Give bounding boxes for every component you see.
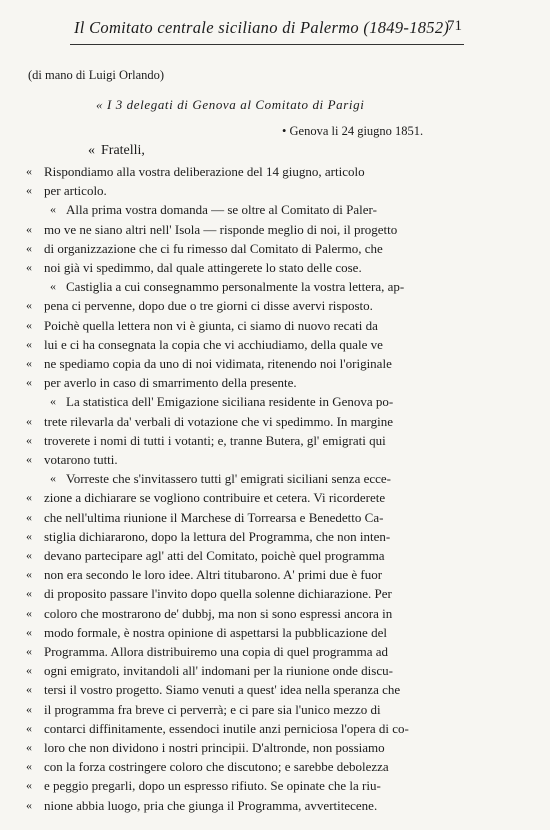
- line-text: Alla prima vostra domanda — se oltre al Comitato di Paler-: [66, 202, 377, 218]
- line-text: di organizzazione che ci fu rimesso dal Comitato di Palermo, che: [44, 240, 383, 256]
- line-text: trete rilevarla da' verbali di votazione che vi spedimmo. In margine: [44, 413, 394, 429]
- text-line: [0, 220, 550, 239]
- line-text: devano partecipare agl' atti del Comitato, poichè quel programma: [44, 548, 385, 563]
- line-text: tersi il vostro progetto. Siamo venuti a quest' idea nella speranza che: [44, 682, 401, 698]
- dateline: • Genova li 24 giugno 1851.: [282, 124, 424, 138]
- line-text: nione abbia luogo, pria che giunga il Programma, avvertitecene.: [44, 797, 378, 813]
- guillemet-mark: «: [26, 740, 32, 754]
- text-line: [0, 162, 550, 181]
- text-line: [0, 661, 550, 680]
- guillemet-mark: «: [26, 682, 32, 697]
- line-text: La statistica dell' Emigazione siciliana residente in Genova po-: [66, 394, 394, 410]
- running-header: [0, 14, 550, 48]
- guillemet-mark: «: [26, 663, 32, 678]
- text-line: [0, 757, 550, 776]
- guillemet-mark: «: [26, 528, 32, 543]
- guillemet-mark: «: [26, 164, 32, 178]
- text-line: [0, 200, 550, 219]
- line-text: Rispondiamo alla vostra deliberazione del 14 giugno, articolo: [44, 164, 365, 179]
- line-text: non era secondo le loro idee. Altri titubarono. A' primi due è fuor: [44, 567, 383, 583]
- guillemet-mark: «: [26, 720, 32, 735]
- guillemet-mark: «: [26, 624, 32, 639]
- guillemet-mark: «: [26, 336, 32, 351]
- text-line: [0, 488, 550, 507]
- text-line: [0, 450, 550, 469]
- guillemet-mark: «: [26, 548, 32, 562]
- guillemet-mark: «: [26, 759, 32, 774]
- line-text: pena ci pervenne, dopo due o tre giorni ci disse avervi risposto.: [44, 298, 373, 314]
- page-number: 71: [447, 18, 462, 34]
- text-line: [0, 354, 550, 373]
- guillemet-mark: «: [26, 490, 32, 505]
- line-text: di proposito passare l'invito dopo quella solenne dichiarazione. Per: [44, 586, 392, 602]
- letter-heading: « I 3 delegati di Genova al Comitato di Parigi: [96, 97, 365, 112]
- line-text: Vorreste che s'invitassero tutti gl' emigrati siciliani senza ecce-: [66, 471, 391, 487]
- text-line: [0, 296, 550, 315]
- guillemet-mark: «: [26, 356, 32, 370]
- line-text: contarci diffinitamente, essendoci inutile anzi perniciosa l'opera di co-: [44, 720, 409, 736]
- line-text: mo ve ne siano altri nell' Isola — risponde meglio di noi, il progetto: [44, 221, 398, 237]
- text-line: [0, 373, 550, 392]
- line-text: che nell'ultima riunione il Marchese di Torrearsa e Benedetto Ca-: [44, 509, 384, 525]
- text-line: [0, 431, 550, 450]
- header-rule: [70, 44, 464, 45]
- guillemet-mark: «: [26, 375, 32, 390]
- line-text: Castiglia a cui consegnammo personalmente la vostra lettera, ap-: [66, 279, 405, 295]
- text-line: [0, 277, 550, 296]
- text-line: [0, 412, 550, 431]
- line-text: per averlo in caso di smarrimento della presente.: [44, 375, 297, 391]
- guillemet-mark: «: [50, 471, 56, 486]
- line-text: zione a dichiarare se vogliono contribuire et cetera. Vi ricorderete: [44, 490, 386, 506]
- text-line: [0, 776, 550, 795]
- guillemet-mark: «: [26, 509, 32, 524]
- guillemet-mark: «: [26, 183, 32, 198]
- line-text: troverete i nomi di tutti i votanti; e, tranne Butera, gl' emigrati qui: [44, 432, 386, 448]
- guillemet-mark: «: [26, 797, 32, 812]
- text-line: [0, 181, 550, 200]
- line-text: Programma. Allora distribuiremo una copia di quel programma ad: [44, 644, 389, 659]
- guillemet-mark: «: [26, 605, 32, 620]
- text-line: [0, 604, 550, 623]
- line-text: coloro che mostrarono de' dubbj, ma non si sono espressi ancora in: [44, 605, 393, 621]
- guillemet-mark: «: [26, 452, 32, 466]
- running-title: Il Comitato centrale siciliano di Palermo (1849-1852): [74, 18, 450, 37]
- guillemet-mark: «: [26, 260, 32, 274]
- guillemet-mark: «: [26, 432, 32, 447]
- guillemet-mark: «: [26, 221, 32, 236]
- line-text: Poichè quella lettera non vi è giunta, ci siamo di nuovo recati da: [44, 317, 378, 333]
- text-line: [0, 642, 550, 661]
- text-line: [0, 508, 550, 527]
- guillemet-mark: «: [26, 644, 32, 658]
- text-line: [0, 239, 550, 258]
- guillemet-mark: «: [26, 586, 32, 601]
- guillemet-mark: «: [50, 394, 56, 409]
- text-line: [0, 584, 550, 603]
- guillemet-mark: «: [26, 298, 32, 313]
- text-line: [0, 680, 550, 699]
- line-text: stiglia dichiararono, dopo la lettura del Programma, che non inten-: [44, 528, 391, 544]
- text-line: [0, 623, 550, 642]
- text-line: [0, 527, 550, 546]
- attribution-note: (di mano di Luigi Orlando): [28, 68, 165, 82]
- line-text: ne spediamo copia da uno di noi vidimata, ritenendo noi l'originale: [44, 356, 392, 371]
- salutation-mark: «: [88, 143, 95, 158]
- guillemet-mark: «: [26, 701, 32, 716]
- text-line: [0, 392, 550, 411]
- line-text: il programma fra breve ci perverrà; e ci pare sia l'unico mezzo di: [44, 701, 381, 717]
- salutation-text: Fratelli,: [101, 143, 145, 158]
- text-line: [0, 546, 550, 565]
- line-text: modo formale, è nostra opinione di aspettarsi la pubblicazione del: [44, 624, 387, 640]
- text-line: [0, 719, 550, 738]
- guillemet-mark: «: [50, 279, 56, 294]
- text-line: [0, 335, 550, 354]
- text-line: [0, 700, 550, 719]
- line-text: per articolo.: [44, 183, 107, 199]
- text-line: [0, 565, 550, 584]
- line-text: con la forza costringere coloro che discutono; e sarebbe debolezza: [44, 759, 389, 775]
- guillemet-mark: «: [26, 778, 32, 793]
- line-text: ogni emigrato, invitandoli all' indomani per la riunione onde discu-: [44, 663, 393, 679]
- guillemet-mark: «: [26, 413, 32, 428]
- line-text: lui e ci ha consegnata la copia che vi acchiudiamo, della quale ve: [44, 336, 383, 352]
- line-text: e peggio pregarli, dopo un espresso rifiuto. Se opinate che la riu-: [44, 778, 381, 794]
- salutation: [88, 143, 145, 159]
- guillemet-mark: «: [26, 317, 32, 332]
- text-line: [0, 316, 550, 335]
- guillemet-mark: «: [26, 567, 32, 582]
- text-line: [0, 469, 550, 488]
- line-text: noi già vi spedimmo, dal quale attingerete lo stato delle cose.: [44, 260, 362, 275]
- text-line: [0, 796, 550, 815]
- guillemet-mark: «: [26, 240, 32, 255]
- line-text: loro che non dividono i nostri principii. D'altronde, non possiamo: [44, 740, 385, 755]
- text-line: [0, 258, 550, 277]
- line-text: votarono tutti.: [44, 452, 118, 467]
- guillemet-mark: «: [50, 202, 56, 217]
- text-line: [0, 738, 550, 757]
